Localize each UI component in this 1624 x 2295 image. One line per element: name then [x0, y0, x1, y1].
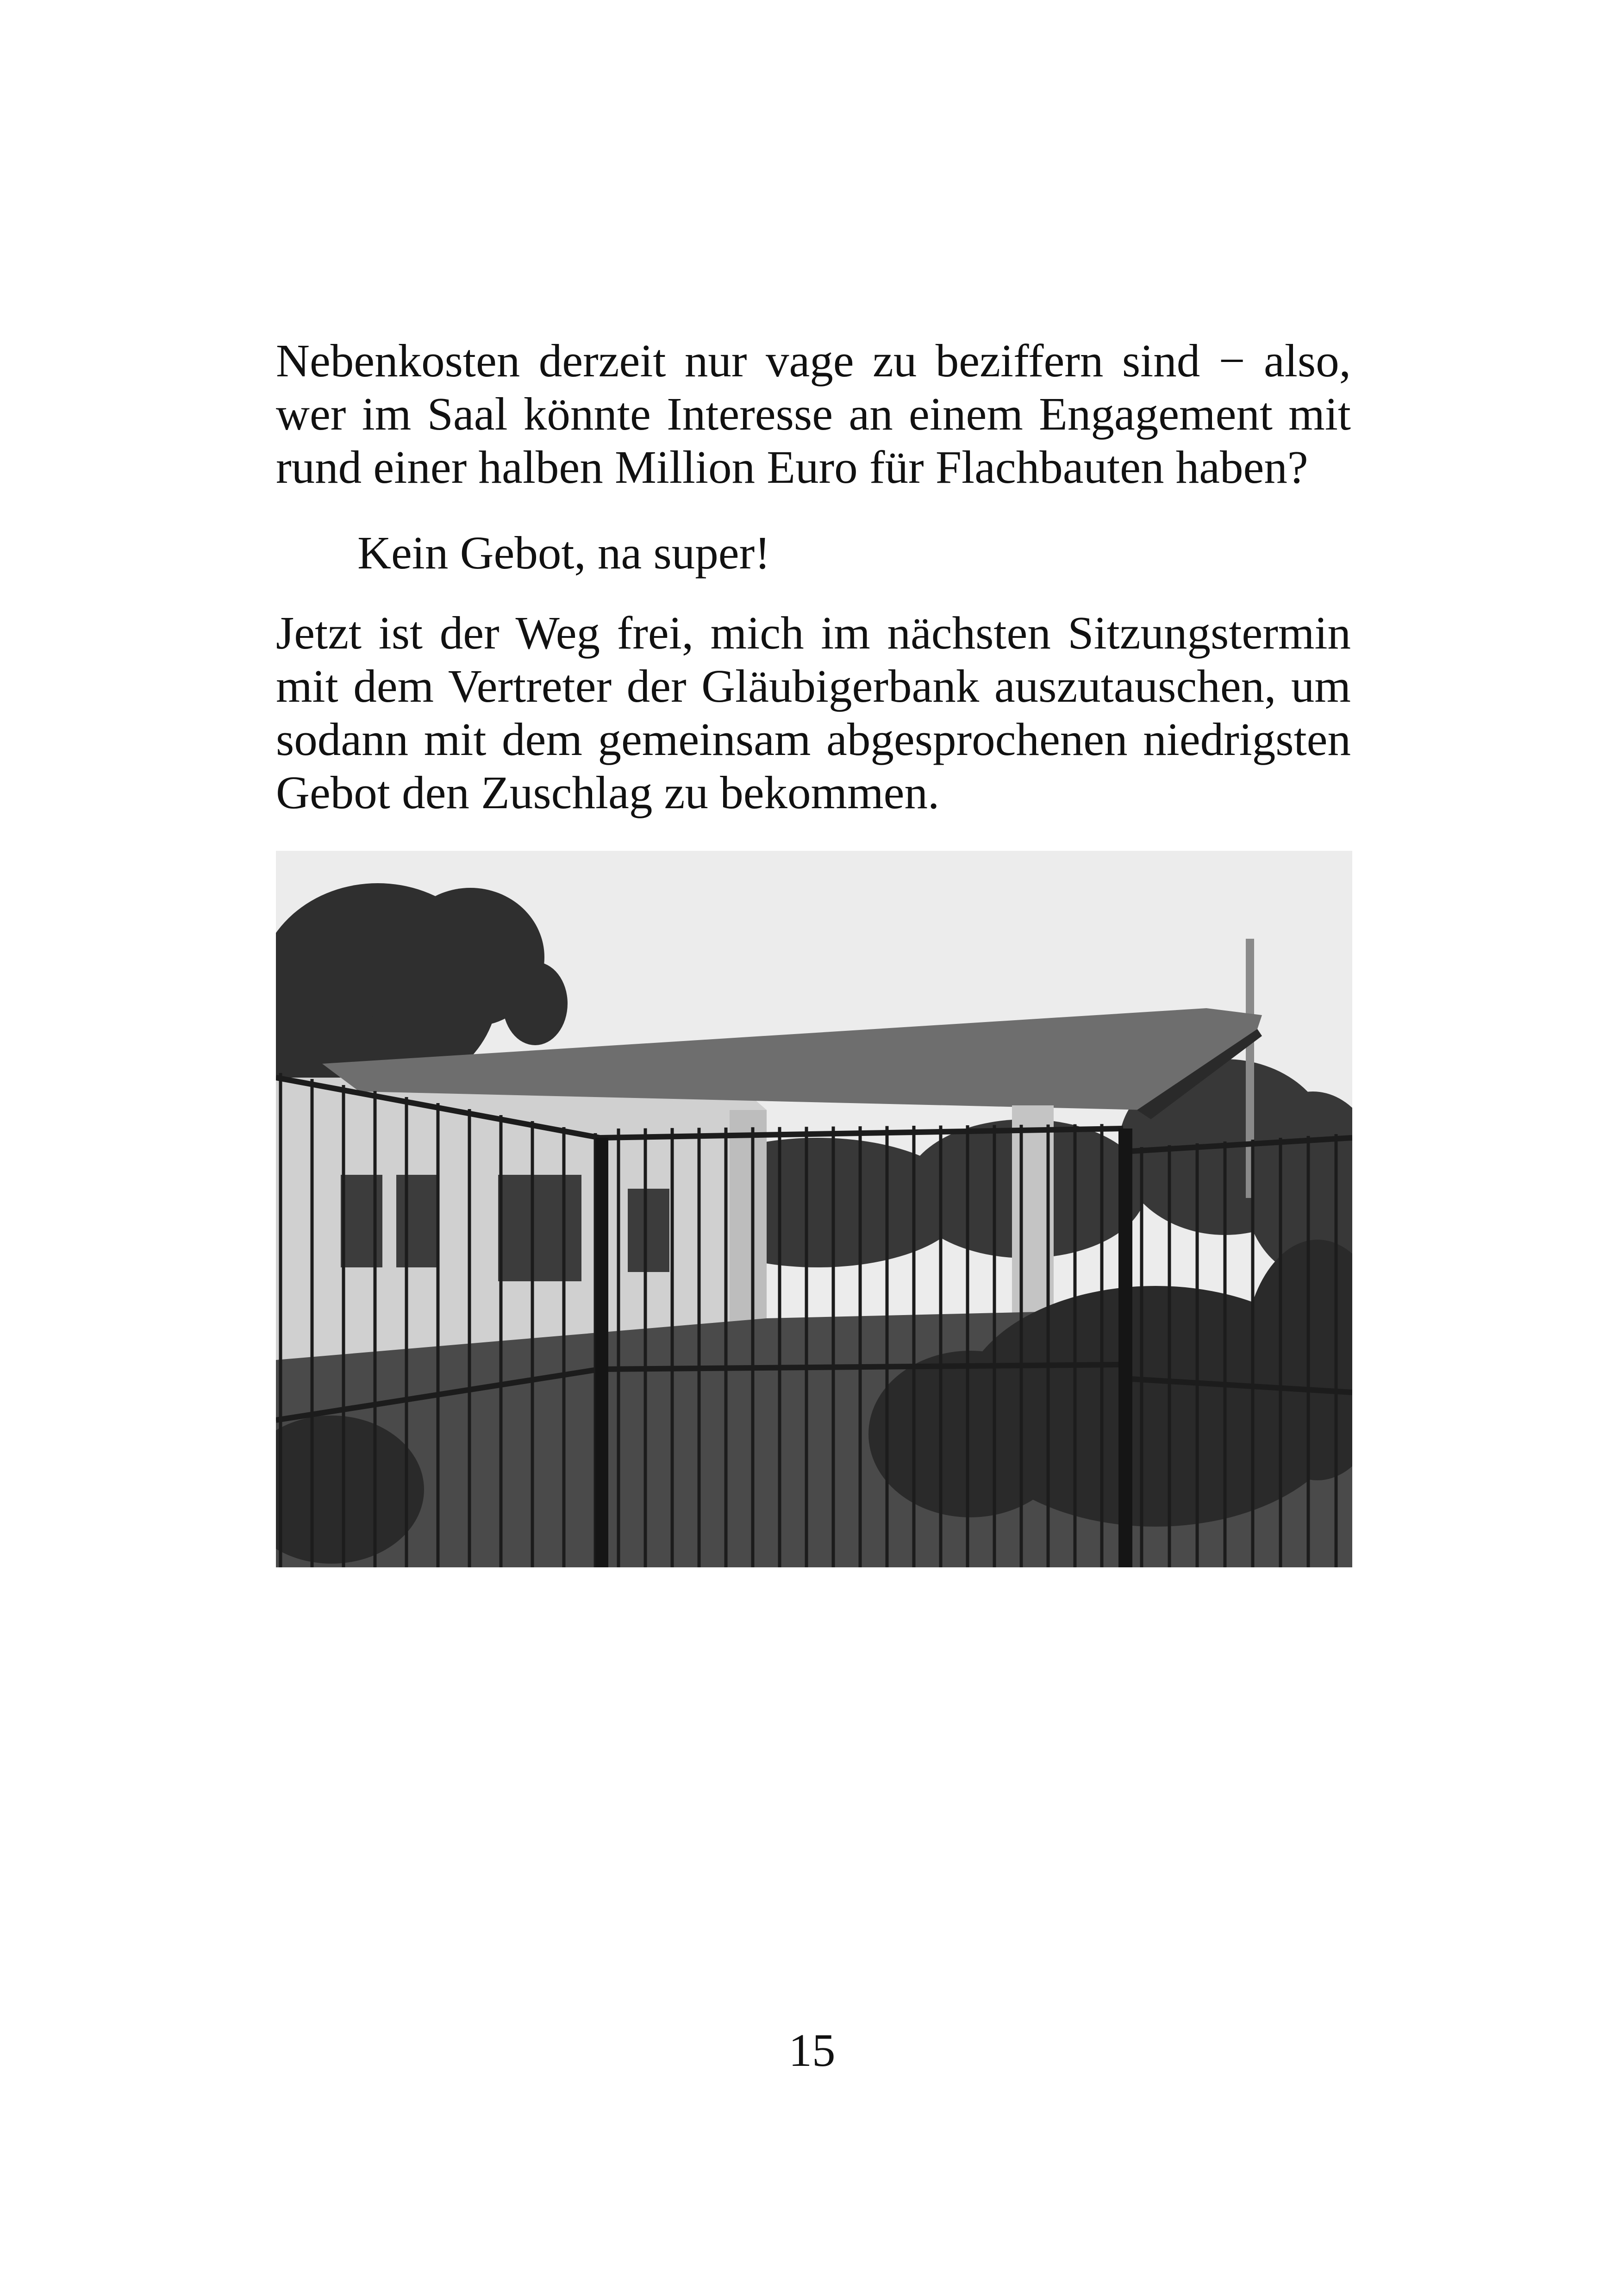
- fence-post-left: [595, 1138, 608, 1567]
- photo-abandoned-building: [276, 851, 1352, 1567]
- paragraph-2: Kein Gebot, na super!: [357, 527, 770, 579]
- photo-illustration: [276, 851, 1352, 1567]
- paragraph-3: Jetzt ist der Weg frei, mich im nächsten Sitzungstermin mit dem Vertreter der Gläubigerbank auszutauschen, um sodann mit dem gemeinsam abgesprochenen niedrigsten Gebot den Zuschlag zu bekommen.: [276, 607, 1351, 818]
- page-number: 15: [788, 2024, 836, 2076]
- fence-post-right: [1118, 1129, 1132, 1567]
- paragraph-1: Nebenkosten derzeit nur vage zu beziffern sind − also, wer im Saal könnte Interesse an einem Engagement mit rund einer halben Million Euro für Flachbauten haben?: [276, 335, 1351, 493]
- building-side: [730, 1110, 767, 1337]
